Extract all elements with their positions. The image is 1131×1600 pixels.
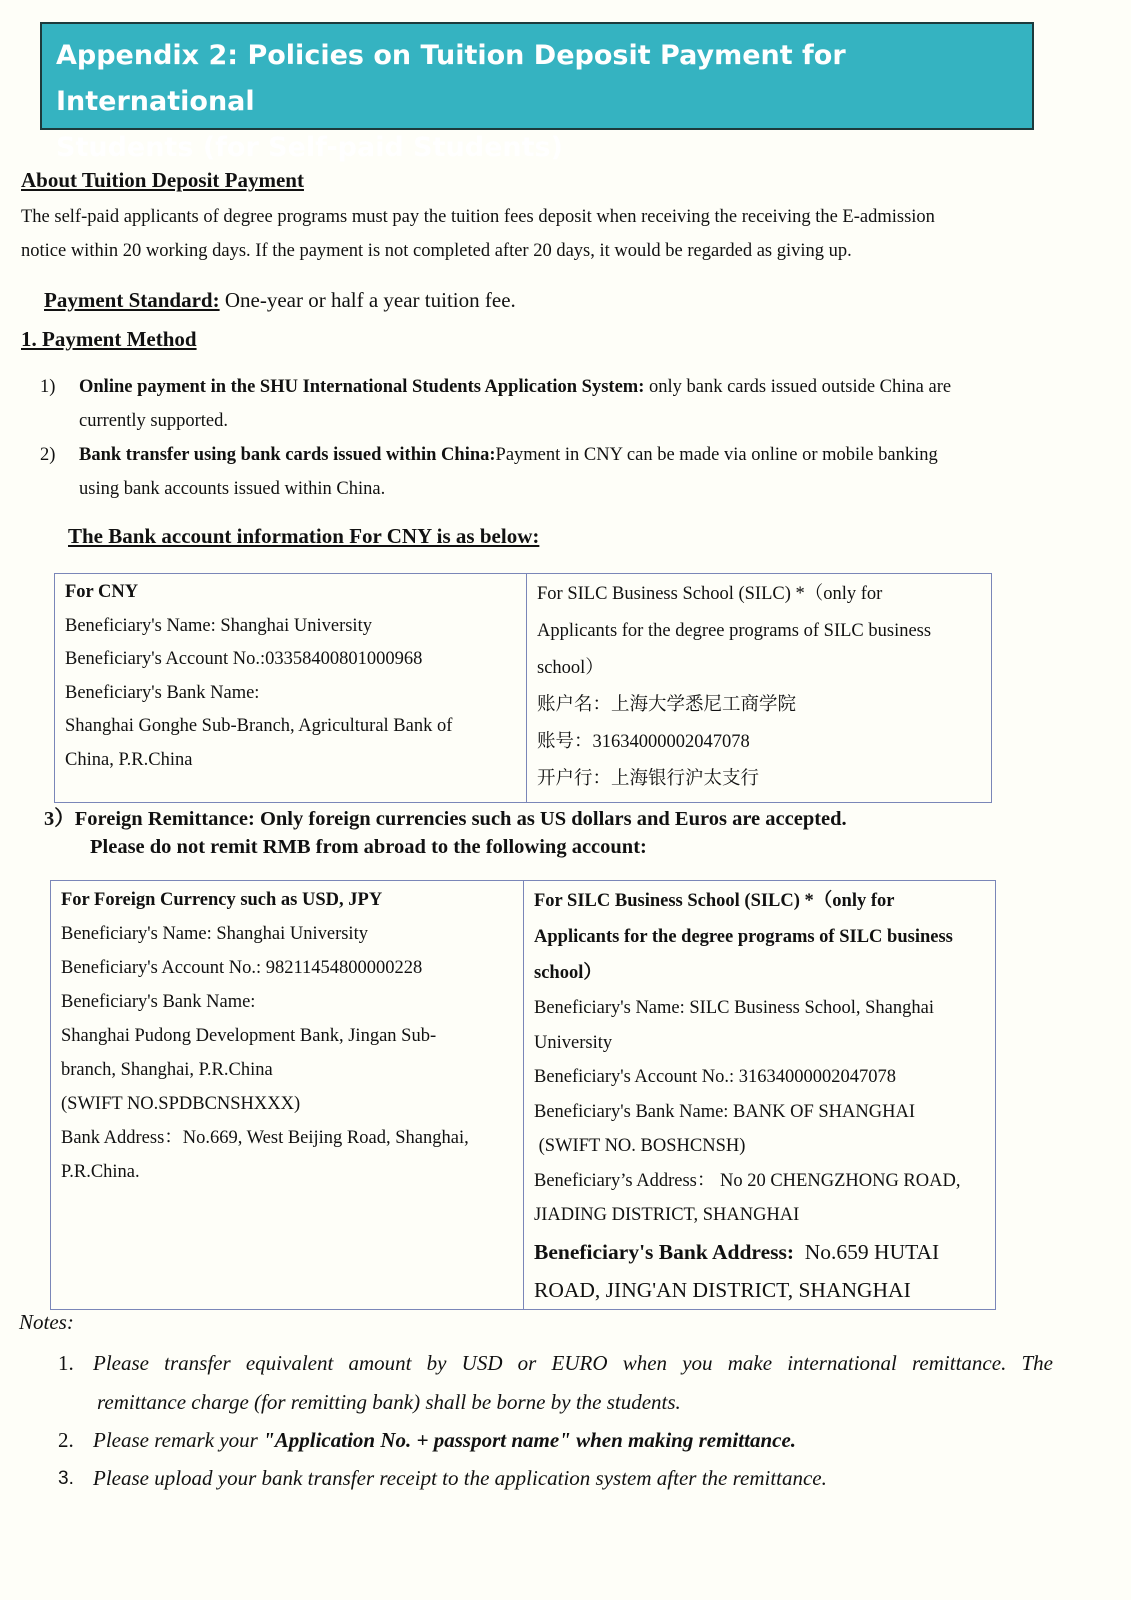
foreign-left-line: (SWIFT NO.SPDBCNSHXXX): [61, 1094, 301, 1114]
note-item-2: [58, 1421, 1048, 1460]
foreign-left-line: Shanghai Pudong Development Bank, Jingan Sub-: [61, 1026, 437, 1046]
foreign-left-cell: [51, 881, 524, 1310]
about-line-1: The self-paid applicants of degree programs must pay the tuition fees deposit when receiving the receiving the E-admission: [21, 207, 935, 227]
note-item-3: [58, 1459, 1048, 1498]
cny-left-line: Beneficiary's Bank Name:: [65, 682, 260, 703]
cny-right-cell: [527, 574, 992, 803]
payment-method-title: 1. Payment Method: [21, 327, 197, 351]
note-text: Please upload your bank transfer receipt to the application system after the remittance.: [93, 1466, 827, 1490]
note-line: Please transfer equivalent amount by USD or EURO when you make international remittance. The: [93, 1351, 1053, 1375]
cny-left-line: Beneficiary's Account No.:03358400801000968: [65, 649, 423, 670]
list-number: 2): [40, 445, 56, 465]
cny-left-cell: [55, 574, 527, 803]
foreign-left-line: Beneficiary's Name: Shanghai University: [61, 924, 368, 944]
note-number: 2.: [58, 1428, 74, 1452]
cny-right-line: For SILC Business School (SILC) *（only for: [537, 584, 883, 604]
foreign-left-line: Bank Address：No.669, West Beijing Road, Shanghai,: [61, 1128, 469, 1148]
cny-right-line: school）: [537, 658, 604, 678]
foreign-right-heading-line: Applicants for the degree programs of SILC business: [534, 927, 953, 947]
cny-left-heading: For CNY: [65, 582, 139, 602]
item-text: only bank cards issued outside China are: [644, 377, 952, 397]
foreign-remittance-heading: [44, 805, 847, 861]
cny-left-line: China, P.R.China: [65, 749, 193, 770]
bank-address-continuation: ROAD, JING'AN DISTRICT, SHANGHAI: [534, 1277, 911, 1302]
foreign-right-line: Beneficiary's Bank Name: BANK OF SHANGHAI: [534, 1101, 915, 1122]
list-number: 1): [40, 377, 56, 397]
foreign-remittance-line-2: Please do not remit RMB from abroad to the following account:: [90, 836, 647, 858]
foreign-left-line: Beneficiary's Account No.: 98211454800000228: [61, 958, 423, 978]
foreign-right-line: Beneficiary's Account No.: 31634000002047078: [534, 1067, 896, 1087]
payment-method-item-2: [40, 438, 1030, 506]
note-bold-text: "Application No. + passport name" when making remittance.: [263, 1428, 797, 1452]
foreign-right-heading-line: For SILC Business School (SILC) *（only for: [534, 891, 895, 911]
item-bold-text: Online payment in the SHU International Students Application System:: [79, 377, 645, 397]
item-text: Payment in CNY can be made via online or mobile banking: [495, 445, 938, 465]
cny-left-line: Shanghai Gonghe Sub-Branch, Agricultural Bank of: [65, 716, 453, 737]
cny-right-line: 开户行：上海银行沪太支行: [537, 769, 760, 789]
item-continuation: currently supported.: [79, 411, 228, 431]
foreign-right-heading-line: school）: [534, 963, 602, 983]
note-item-1: [58, 1344, 1053, 1422]
foreign-right-line: (SWIFT NO. BOSHCNSH): [534, 1136, 746, 1156]
foreign-right-cell: [524, 881, 996, 1310]
cny-right-line: 账号：31634000002047078: [537, 732, 750, 752]
foreign-right-line: JIADING DISTRICT, SHANGHAI: [534, 1205, 800, 1225]
foreign-right-line: Beneficiary's Name: SILC Business School, Shanghai: [534, 998, 934, 1018]
foreign-left-line: P.R.China.: [61, 1162, 140, 1182]
payment-standard-label: Payment Standard:: [44, 288, 220, 312]
about-line-2: notice within 20 working days. If the payment is not completed after 20 days, it would be regarded as giving up.: [21, 241, 852, 261]
note-text: Please remark your: [93, 1428, 264, 1452]
about-paragraph: [21, 200, 1021, 268]
foreign-left-line: Beneficiary's Bank Name:: [61, 992, 256, 1012]
foreign-account-table: [50, 880, 996, 1310]
payment-method-item-1: [40, 370, 1030, 438]
bank-address-line: [534, 1233, 985, 1271]
item-continuation: using bank accounts issued within China.: [79, 479, 386, 499]
cny-right-line: Applicants for the degree programs of SILC business: [537, 621, 932, 641]
page-title-line-2: Students (for Self-paid Students): [56, 132, 563, 163]
note-line: remittance charge (for remitting bank) shall be borne by the students.: [97, 1390, 681, 1414]
payment-standard-text: One-year or half a year tuition fee.: [219, 288, 516, 312]
bank-address-value: No.659 HUTAI: [794, 1239, 940, 1264]
foreign-right-line: University: [534, 1032, 613, 1053]
payment-standard: [44, 288, 516, 313]
cny-right-line: 账户名：上海大学悉尼工商学院: [537, 695, 797, 715]
page-title-line-1: Appendix 2: Policies on Tuition Deposit Payment for International: [56, 40, 846, 117]
about-section-title: About Tuition Deposit Payment: [21, 168, 304, 192]
cny-section-title: The Bank account information For CNY is as below:: [68, 524, 540, 548]
item-bold-text: Bank transfer using bank cards issued within China:: [79, 445, 496, 465]
foreign-remittance-line-1: 3）Foreign Remittance: Only foreign currencies such as US dollars and Euros are accepted.: [44, 808, 847, 830]
foreign-left-line: branch, Shanghai, P.R.China: [61, 1060, 273, 1080]
bank-address-label: Beneficiary's Bank Address:: [534, 1239, 795, 1264]
note-number: 1.: [58, 1351, 74, 1375]
cny-account-table: [54, 573, 992, 803]
note-number: 3.: [58, 1468, 74, 1489]
page-title-banner: [40, 22, 1034, 163]
notes-title: Notes:: [19, 1310, 74, 1334]
foreign-left-heading: For Foreign Currency such as USD, JPY: [61, 890, 383, 910]
foreign-right-line: Beneficiary’s Address： No 20 CHENGZHONG ROAD,: [534, 1170, 961, 1191]
cny-left-line: Beneficiary's Name: Shanghai University: [65, 615, 372, 636]
